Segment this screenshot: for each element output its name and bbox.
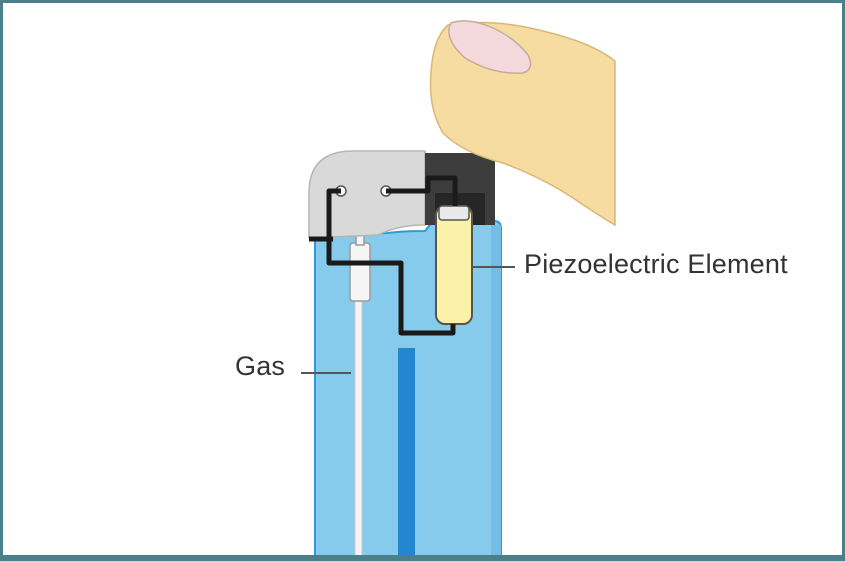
gas-valve-body (350, 243, 370, 301)
gas-valve-rod (355, 298, 362, 561)
lighter-diagram (3, 3, 845, 561)
gas-label: Gas (235, 351, 286, 381)
piezo-crystal (436, 206, 472, 324)
lighter-body-edge (491, 225, 501, 561)
piezo-crystal-top (439, 206, 469, 220)
piezoelectric-element-label: Piezoelectric Element (524, 249, 788, 279)
fuel-tube (398, 348, 415, 561)
nozzle-cap (309, 151, 425, 238)
